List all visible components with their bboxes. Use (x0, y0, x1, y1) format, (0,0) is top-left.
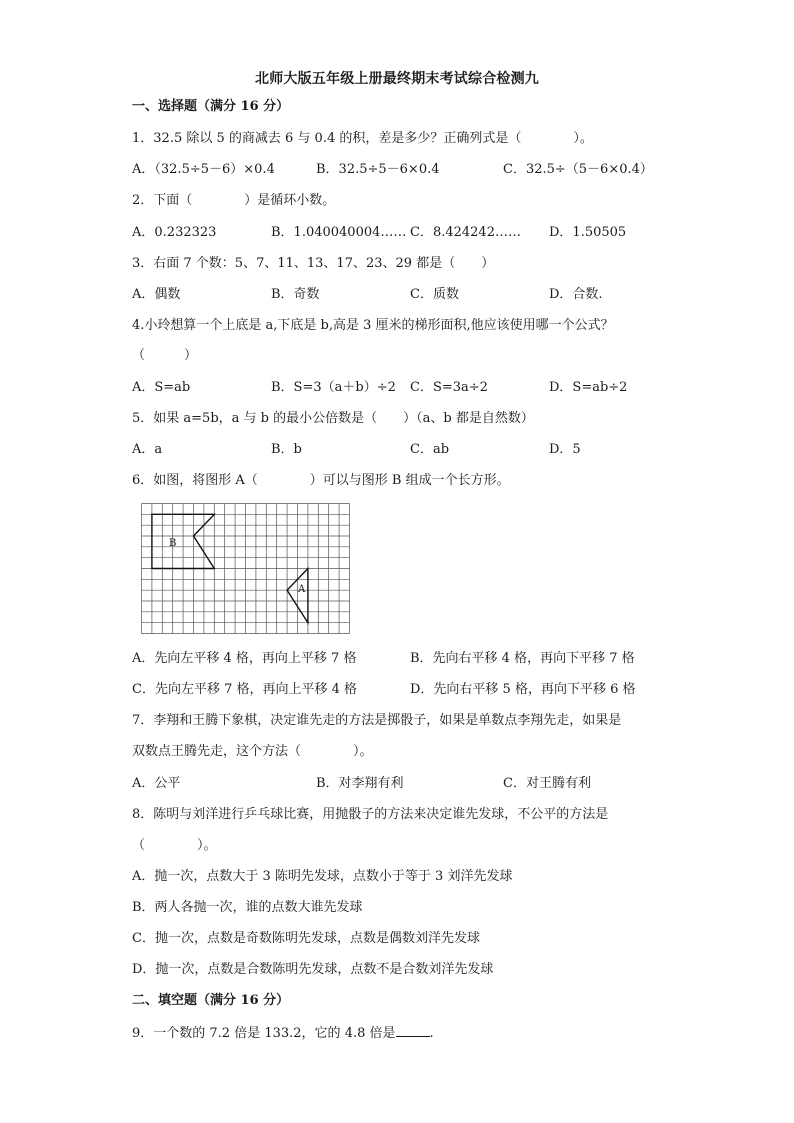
section-heading-fill: 二、填空题（满分 16 分） (132, 993, 290, 1008)
question-4-option-c[interactable]: C．S=3a÷2 (410, 380, 488, 395)
question-2-stem: 2．下面（ ）是循环小数。 (132, 193, 336, 208)
question-1-option-c[interactable]: C．32.5÷（5－6×0.4） (503, 162, 653, 177)
question-1-stem: 1．32.5 除以 5 的商减去 6 与 0.4 的积，差是多少？正确列式是（ ）。 (132, 131, 593, 146)
grid-figure (141, 503, 350, 634)
question-3-stem: 3．右面 7 个数：5、7、11、13、17、23、29 都是（ ） (132, 256, 495, 271)
section-heading-choice: 一、选择题（满分 16 分） (132, 99, 290, 114)
question-1-option-a[interactable]: A．（32.5÷5－6）×0.4 (132, 162, 275, 177)
question-5-option-d[interactable]: D．5 (549, 442, 581, 457)
question-5-option-b[interactable]: B．b (271, 442, 302, 457)
question-5-option-c[interactable]: C．ab (410, 442, 450, 457)
question-4-stem: 4.小玲想算一个上底是 a,下底是 b,高是 3 厘米的梯形面积,他应该使用哪一个公式？ (132, 318, 614, 333)
question-4-option-b[interactable]: B．S=3（a＋b）÷2 (271, 380, 396, 395)
question-5-option-a[interactable]: A．a (132, 442, 163, 457)
question-6-option-c[interactable]: C．先向左平移 7 格，再向上平移 4 格 (132, 682, 358, 697)
question-1-option-b[interactable]: B．32.5÷5－6×0.4 (316, 162, 440, 177)
question-4-option-d[interactable]: D．S=ab÷2 (549, 380, 628, 395)
question-6-stem: 6．如图，将图形 A（ ）可以与图形 B 组成一个长方形。 (132, 473, 510, 488)
question-8-option-b[interactable]: B．两人各抛一次，谁的点数大谁先发球 (132, 900, 363, 915)
question-3-option-b[interactable]: B．奇数 (271, 287, 320, 302)
question-6-option-b[interactable]: B．先向右平移 4 格，再向下平移 7 格 (410, 651, 635, 666)
question-9-answer-blank[interactable] (396, 1024, 430, 1037)
figure-a-label: A (298, 584, 306, 595)
question-8-stem: 8．陈明与刘洋进行乒乓球比赛，用抛骰子的方法来决定谁先发球，不公平的方法是 (132, 807, 609, 822)
question-9 (132, 1024, 434, 1043)
question-7-stem-continued: 双数点王腾先走，这个方法（ ）。 (132, 744, 373, 759)
question-6-option-d[interactable]: D．先向右平移 5 格，再向下平移 6 格 (410, 682, 636, 697)
question-4-answer-blank[interactable]: （ ） (132, 348, 198, 363)
question-7-option-c[interactable]: C．对王腾有利 (503, 776, 591, 791)
question-8-option-d[interactable]: D．抛一次，点数是合数陈明先发球，点数不是合数刘洋先发球 (132, 962, 494, 977)
question-5-stem: 5．如果 a=5b，a 与 b 的最小公倍数是（ ）（a、b 都是自然数） (132, 411, 534, 426)
page-title: 北师大版五年级上册最终期末考试综合检测九 (255, 71, 539, 87)
question-2-option-c[interactable]: C．8.424242…… (410, 225, 521, 240)
question-4-option-a[interactable]: A．S=ab (132, 380, 191, 395)
question-2-option-d[interactable]: D．1.50505 (549, 225, 627, 240)
question-3-option-c[interactable]: C．质数 (410, 287, 459, 302)
question-8-answer-blank[interactable]: （ ）。 (132, 838, 217, 853)
question-3-option-a[interactable]: A．偶数 (132, 287, 181, 302)
question-2-option-a[interactable]: A．0.232323 (132, 225, 217, 240)
question-7-option-a[interactable]: A．公平 (132, 776, 181, 791)
question-6-option-a[interactable]: A．先向左平移 4 格，再向上平移 7 格 (132, 651, 357, 666)
figure-b-label: B (169, 538, 177, 549)
question-8-option-a[interactable]: A．抛一次，点数大于 3 陈明先发球，点数小于等于 3 刘洋先发球 (132, 869, 513, 884)
question-8-option-c[interactable]: C．抛一次，点数是奇数陈明先发球，点数是偶数刘洋先发球 (132, 931, 480, 946)
question-7-option-b[interactable]: B．对李翔有利 (316, 776, 404, 791)
question-9-stem: 9．一个数的 7.2 倍是 133.2，它的 4.8 倍是 (132, 1026, 396, 1041)
question-9-tail: . (429, 1026, 434, 1041)
question-3-option-d[interactable]: D．合数. (549, 287, 603, 302)
question-2-option-b[interactable]: B．1.040040004…… (271, 225, 407, 240)
question-7-stem: 7．李翔和王腾下象棋，决定谁先走的方法是掷骰子，如果是单数点李翔先走，如果是 (132, 713, 622, 728)
